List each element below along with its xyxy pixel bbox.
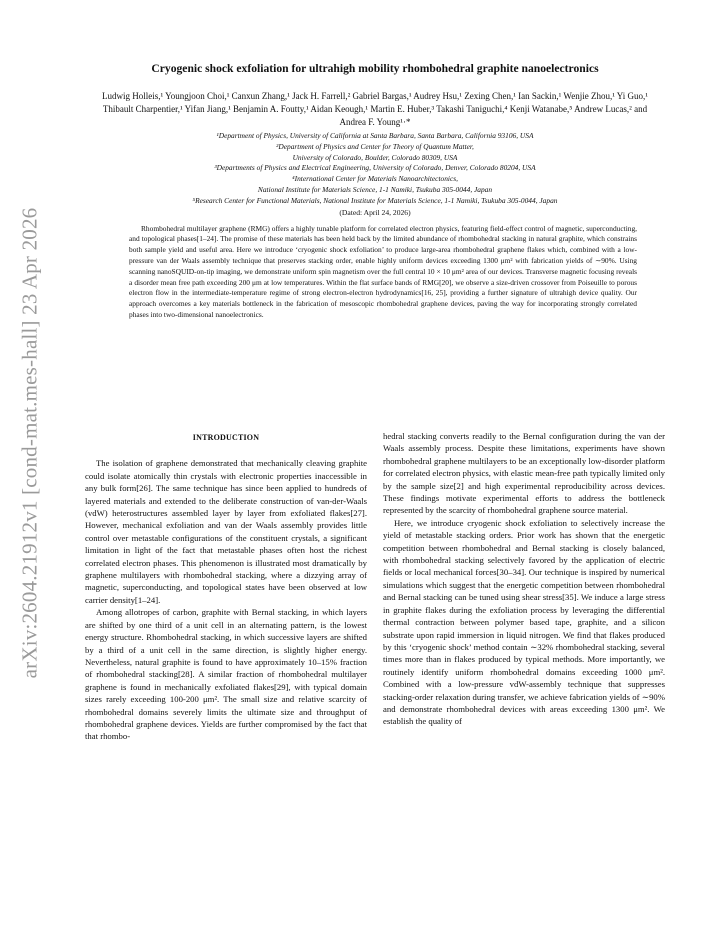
left-paragraph-1: The isolation of graphene demonstrated that mechanically cleaving graphite could isolate atomically thin crystals with electronic properties inaccessible in any bulk form[26]. The same technique has since been applied to hundreds of layered materials and extended to the deliberate construction of van-der-Waals (vdW) heterostructures assembled layer by layer from exfoliated flakes[27]. However, mechanical exfoliation and van der Waals assembly provides little control over metastable configurations of the constituent crystals, a significant limitation in light of the fact that metastable phases often host the richest correlated electron phases. This phenomenon is illustrated most dramatically by graphene multilayers with rhombohedral stacking, where a dizzying array of magnetic, superconducting, and topological states have been observed at low carrier density[1–24]. (85, 458, 367, 605)
left-paragraph-2: Among allotropes of carbon, graphite with Bernal stacking, in which layers are shifted by one third of a unit cell in an alternating pattern, is the lowest energy structure. Rhombohedral stacking, in which successive layers are shifted by a third of a unit cell in the same direction, is slightly higher energy. Nevertheless, natural graphite is found to have approximately 10–15% fraction of rhombohedral stacking[28]. A similar fraction of rhombohedral multilayer graphene is found in mechanically exfoliated flakes[29], with typical domain sizes rarely exceeding 100-200 μm². The small size and relative scarcity of rhombohedral domains severely limits the ultimate size and throughput of rhombohedral graphene devices. Yields are further compromised by the fact that that rhombo- (85, 607, 367, 742)
right-paragraph-1: hedral stacking converts readily to the Bernal configuration during the van der Waals assembly process. Despite these limitations, experiments have shown rhombohedral graphene multilayers to be an exceptionally low-disorder platform for correlated electron physics, with elastic mean-free path typically limited only by the sample size[2] and high experimental reproducibility across devices. These findings motivate experimental efforts to address the bottleneck represented by the scarcity of rhombohedral graphene source material. (383, 431, 665, 516)
affiliation-2a: ²Department of Physics and Center for Theory of Quantum Matter, (276, 141, 474, 151)
dated-line: (Dated: April 24, 2026) (339, 207, 411, 217)
affiliation-5: ⁵Research Center for Functional Materials, National Institute for Materials Science, 1-1 Namiki, Tsukuba 305-0044, Japan (192, 195, 558, 205)
affiliation-4b: National Institute for Materials Science, 1-1 Namiki, Tsukuba 305-0044, Japan (257, 184, 493, 194)
affiliation-3: ³Departments of Physics and Electrical Engineering, University of Colorado, Denver, Colorado 80204, USA (214, 163, 536, 173)
arxiv-watermark (10, 208, 50, 678)
paper-page (85, 62, 665, 742)
left-column (85, 430, 367, 743)
paper-title: Cryogenic shock exfoliation for ultrahigh mobility rhombohedral graphite nanoelectronics (151, 62, 599, 75)
affiliations (85, 131, 665, 207)
affiliation-2b: University of Colorado, Boulder, Colorado 80309, USA (292, 152, 458, 162)
abstract: Rhombohedral multilayer graphene (RMG) offers a highly tunable platform for correlated electron physics, featuring field-effect control of magnetic, superconducting, and topological phases[1–24]. The promise of these materials has been held back by the limited abundance of rhombohedral stacking in natural graphite, which constrains both sample yield and useful area. Here we introduce ‘cryogenic shock exfoliation’ to produce large-area rhombohedral graphene flakes which, combined with a low-pressure van der Waals assembly technique that preserves stacking order, enable highly uniform devices exceeding 1300 μm² with fabrication yields of ∼90%. Using scanning nanoSQUID-on-tip imaging, we demonstrate uniform spin magnetism over the full central 10 × 10 μm² area of our devices. Transverse magnetic focusing reveals a disorder mean free path exceeding 200 μm at low temperatures. Within the flat surface bands of RMG[20], we observe a size-driven crossover from Poiseuille to porous electron flow in the intermediate-temperature regime of strong electron-electron hydrodynamics[16, 25], providing a further signature of ultrahigh device quality. Our approach overcomes a key materials bottleneck in the fabrication of mesoscopic rhombohedral graphene devices, paving the way for incorporating strongly correlated phases into two-dimensional nanoelectronics. (129, 223, 637, 319)
right-paragraph-2: Here, we introduce cryogenic shock exfoliation to selectively increase the yield of metastable stacking orders. Prior work has shown that the energetic competition between rhombohedral and Bernal stacking is closely balanced, with rhombohedral stacking selectively favored by the application of electric fields or local mechanical forces[30–34]. Our technique is inspired by numerical simulations which suggest that the energetic competition between rhombohedral and Bernal stacking can be tuned using shear stress[35]. We induce a large stress in graphite flakes during the exfoliation process by leveraging the differential thermal contraction between polymer based tape, graphite, and a silicon substrate upon rapid immersion in liquid nitrogen. We find that flakes produced by this ‘cryogenic shock’ method contain ∼32% rhombohedral stacking, several times more than in flakes produced by typical methods. More importantly, we routinely identify uniform rhombohedral domains exceeding 1000 μm². Combined with a low-pressure vdW-assembly technique that suppresses stacking-order relaxation during transfer, we achieve fabrication yields of ∼90% and demonstrate rhombohedral devices with areas exceeding 1300 μm². We establish the quality of (383, 517, 665, 727)
section-heading-introduction: INTRODUCTION (192, 433, 260, 442)
body-columns (85, 430, 665, 743)
right-column (383, 430, 665, 743)
affiliation-4a: ⁴International Center for Materials Nanoarchitectonics, (292, 174, 458, 184)
author-list: Ludwig Holleis,¹ Youngjoon Choi,¹ Canxun Zhang,¹ Jack H. Farrell,² Gabriel Bargas,¹ Audrey Hsu,¹ Zexing Chen,¹ Ian Sackin,¹ Wenjie Zhou,¹ Yi Guo,¹ Thibault Charpentier,¹ Yifan Jiang,¹ Benjamin A. Foutty,¹ Aidan Keough,¹ Martin E. Huber,³ Takashi Taniguchi,⁴ Kenji Watanabe,⁵ Andrew Lucas,² and Andrea F. Young¹·* (101, 91, 649, 127)
arxiv-identifier: arXiv:2604.21912v1 [cond-mat.mes-hall] 23 Apr 2026 (17, 207, 42, 679)
affiliation-1: ¹Department of Physics, University of California at Santa Barbara, Santa Barbara, California 93106, USA (216, 131, 534, 140)
